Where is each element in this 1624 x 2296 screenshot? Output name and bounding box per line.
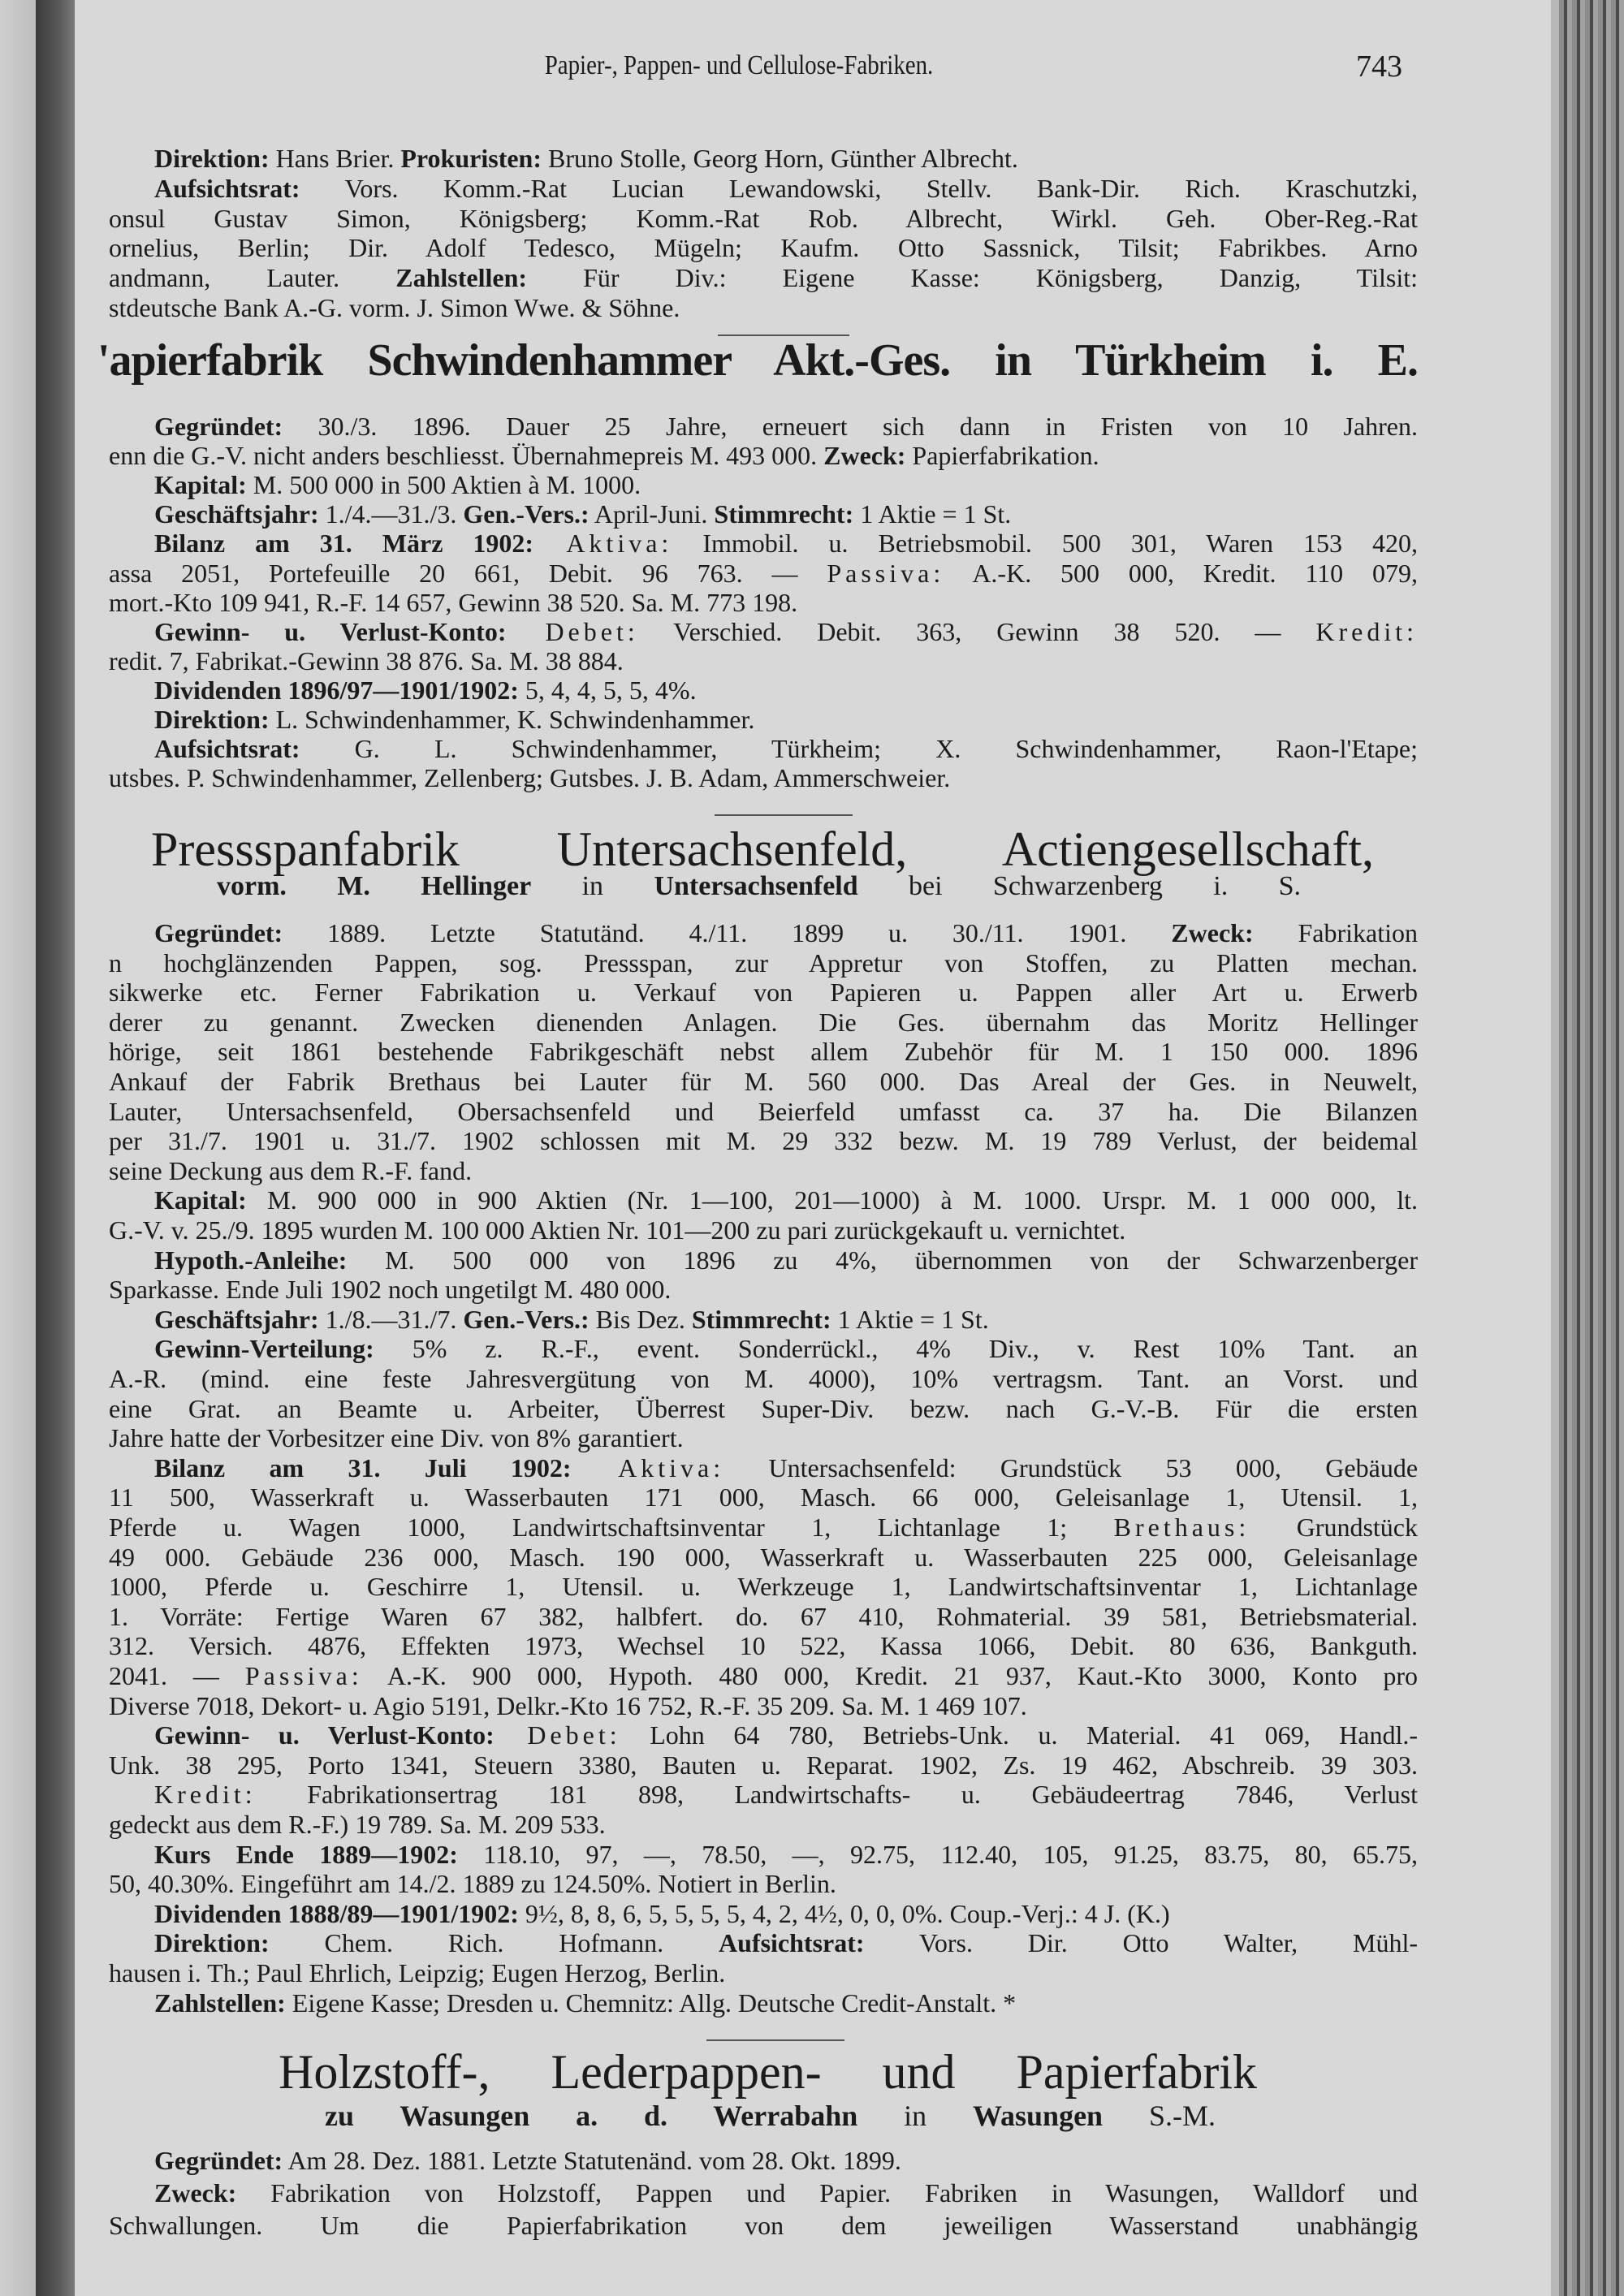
book-edge [1559,0,1624,2296]
field-label: Gen.-Vers.: [463,1304,590,1334]
field-label: Zweck: [154,2178,237,2208]
text-run: Papierfabrikation. [905,441,1099,471]
field-label: Gewinn- u. Verlust-Konto: [154,1720,495,1750]
text-line [109,233,1418,262]
text-run: 5, 4, 4, 5, 5, 4%. [518,675,697,705]
text-line [154,705,1418,734]
field-label: Direktion: [154,705,270,734]
text-run: Bruno Stolle, Georg Horn, Günther Albrecht. [542,144,1018,173]
text-line [154,2178,1418,2208]
text-line [109,1215,1418,1245]
text-line [109,1572,1418,1601]
page-gutter-shadow [36,0,75,2296]
text-line [154,1780,1418,1809]
text-line [154,499,1418,529]
text-line [109,204,1418,233]
field-label: Zahlstellen: [395,263,528,293]
text-run: 1000, Pferde u. Geschirre 1, Utensil. u. Werkzeuge 1, Landwirtschaftsinventar 1, Lichtanlage [109,1572,1418,1602]
text-run: in [531,871,654,901]
text-run: 1./8.—31./7. [318,1304,464,1334]
text-run: 1./4.—31./3. [318,499,464,529]
text-line [109,1661,1418,1690]
text-line [154,1899,1418,1928]
field-label: Debet: [494,1720,621,1750]
text-run: 49 000. Gebäude 236 000, Masch. 190 000, Wasserkraft u. Wasserbauten 225 000, Geleisanlage [109,1542,1418,1572]
field-label: Aufsichtsrat: [154,173,300,203]
text-run: ornelius, Berlin; Dir. Adolf Tedesco, Mügeln; Kaufm. Otto Sassnick, Tilsit; Fabrikbes. Arno [109,233,1418,263]
text-line [109,978,1418,1007]
text-line [154,1334,1418,1363]
company-title: 'apierfabrik Schwindenhammer Akt.-Ges. in Türkheim i. E. [97,335,1418,386]
text-run: Lohn 64 780, Betriebs-Unk. u. Material. 41 069, Handl.- [620,1720,1419,1750]
text-run: Fabrikation [1253,918,1419,947]
text-run: 50, 40.30%. Eingeführt am 14./2. 1889 zu 124.50%. Notiert in Berlin. [109,1869,836,1899]
text-line [154,617,1418,646]
text-line [109,1750,1418,1780]
page-number: 743 [1356,50,1402,84]
text-run: in [857,2100,973,2132]
text-run: Verschied. Debit. 363, Gewinn 38 520. — [638,616,1316,646]
field-label: Stimmrecht: [714,499,854,529]
text-run: April-Juni. [589,499,715,529]
text-run: Diverse 7018, Dekort- u. Agio 5191, Delkr.-Kto 16 752, R.-F. 35 209. Sa. M. 1 469 107. [109,1690,1027,1720]
field-label: Kredit: [1315,616,1419,646]
text-run: 5% z. R.-F., event. Sonderrückl., 4% Div., v. Rest 10% Tant. an [374,1334,1418,1364]
text-line [109,646,1418,675]
field-label: Passiva: [827,558,945,588]
text-line [109,1067,1418,1096]
field-label: Bilanz am 31. März 1902: [154,529,534,559]
text-line [154,918,1418,947]
text-run: Untersachsenfeld: Grundstück 53 000, Gebäude [724,1452,1419,1482]
text-line [154,1928,1418,1957]
text-line [154,1185,1418,1215]
text-line [109,1691,1418,1720]
text-run: S.-M. [1103,2100,1216,2132]
text-line [154,529,1418,558]
text-line [154,144,1418,173]
text-run: M. 500 000 von 1896 zu 4%, übernommen von der Schwarzenberger [347,1245,1418,1275]
text-run: Am 28. Dez. 1881. Letzte Statutenänd. vom 28. Okt. 1899. [283,2146,901,2175]
text-run: M. 500 000 in 500 Aktien à M. 1000. [246,470,641,500]
text-run: 1889. Letzte Statutänd. 4./11. 1899 u. 30./11. 1901. [283,918,1172,947]
company-title: Holzstoff-, Lederpappen- und Papierfabrik [279,2045,1257,2099]
text-line [109,1364,1418,1393]
field-label: Aufsichtsrat: [154,734,300,764]
text-line [154,1245,1418,1275]
text-run: Lauter, Untersachsenfeld, Obersachsenfeld und Beierfeld umfasst ca. 37 ha. Die Bilanzen [109,1096,1418,1126]
text-run: gedeckt aus dem R.-F.) 19 789. Sa. M. 209 533. [109,1810,606,1839]
text-run: 1. Vorräte: Fertige Waren 67 382, halbfert. do. 67 410, Rohmaterial. 39 581, Betriebsmaterial. [109,1601,1418,1631]
text-line [109,1156,1418,1185]
text-run: stdeutsche Bank A.-G. vorm. J. Simon Wwe. & Söhne. [109,293,680,322]
text-line [154,1840,1418,1869]
field-label: Untersachsenfeld [654,871,858,901]
field-label: Brethaus: [1113,1513,1250,1542]
running-title: Papier-, Pappen- und Cellulose-Fabriken. [544,50,934,80]
text-line [109,763,1418,792]
text-run: G. L. Schwindenhammer, Türkheim; X. Schwindenhammer, Raon-l'Etape; [300,734,1418,764]
text-run: Chem. Rich. Hofmann. [269,1928,719,1958]
text-line [109,1869,1418,1898]
text-line [109,1513,1418,1542]
text-line [154,412,1418,441]
text-line [109,1126,1418,1155]
text-run: mort.-Kto 109 941, R.-F. 14 657, Gewinn 38 520. Sa. M. 773 198. [109,587,798,617]
field-label: Kredit: [154,1780,257,1810]
text-line [109,1482,1418,1512]
text-line [109,1097,1418,1126]
text-run: hausen i. Th.; Paul Ehrlich, Leipzig; Eugen Herzog, Berlin. [109,1958,726,1987]
text-line [109,1810,1418,1839]
text-line [154,2146,1418,2175]
field-label: Aktiva: [533,529,673,559]
text-run: Ankauf der Fabrik Brethaus bei Lauter für M. 560 000. Das Areal der Ges. in Neuwelt, [109,1067,1418,1096]
field-label: Gegründet: [154,2146,283,2175]
text-run: 30./3. 1896. Dauer 25 Jahre, erneuert sich dann in Fristen von 10 Jahren. [283,412,1418,441]
text-line [154,174,1418,203]
scan-margin [0,0,36,2296]
text-run: hörige, seit 1861 bestehende Fabrikgeschäft nebst allem Zubehör für M. 1 150 000. 1896 [109,1037,1418,1067]
field-label: Kapital: [154,1185,247,1215]
text-run: Für Div.: Eigene Kasse: Königsberg, Danzig, Tilsit: [527,263,1419,293]
text-run: G.-V. v. 25./9. 1895 wurden M. 100 000 Aktien Nr. 101—200 zu pari zurückgekauft u. vernichtet. [109,1215,1126,1245]
text-line [109,1958,1418,1987]
company-subtitle [217,871,1301,902]
text-line [154,470,1418,499]
text-line [109,2211,1418,2240]
text-line [109,1037,1418,1066]
text-run: Sparkasse. Ende Juli 1902 noch ungetilgt M. 480 000. [109,1275,672,1305]
text-run: Jahre hatte der Vorbesitzer eine Div. von 8% garantiert. [109,1423,684,1453]
text-run: Pferde u. Wagen 1000, Landwirtschaftsinventar 1, Lichtanlage 1; [109,1513,1114,1542]
text-run: n hochglänzenden Pappen, sog. Pressspan, zur Appretur von Stoffen, zu Platten mechan. [109,947,1418,978]
text-line [154,1305,1418,1334]
text-line [109,263,1418,292]
field-label: Kapital: [154,470,247,500]
field-label: Gegründet: [154,918,283,947]
text-run: Eigene Kasse; Dresden u. Chemnitz: Allg. Deutsche Credit-Anstalt. * [285,1987,1017,2018]
field-label: Zweck: [823,441,906,471]
field-label: Hypoth.-Anleihe: [154,1245,348,1275]
text-run: utsbes. P. Schwindenhammer, Zellenberg; Gutsbes. J. B. Adam, Ammerschweier. [109,763,951,793]
text-run: Immobil. u. Betriebsmobil. 500 301, Waren 153 420, [672,529,1419,559]
field-label: Gewinn-Verteilung: [154,1334,374,1364]
text-run: Bis Dez. [589,1304,692,1334]
field-label: Passiva: [244,1661,363,1690]
text-run: derer zu genannt. Zwecken dienenden Anlagen. Die Ges. übernahm das Moritz Hellinger [109,1007,1418,1037]
text-run: bei Schwarzenberg i. S. [857,871,1301,901]
text-line [109,293,1418,322]
text-line [109,1543,1418,1572]
field-label: Zweck: [1171,918,1254,947]
text-run: eine Grat. an Beamte u. Arbeiter, Überrest Super-Div. bezw. nach G.-V.-B. Für die ersten [109,1393,1418,1423]
field-label: zu Wasungen a. d. Werrabahn [325,2100,858,2132]
text-run: 9½, 8, 8, 6, 5, 5, 5, 5, 4, 2, 4½, 0, 0, 0%. Coup.-Verj.: 4 J. (K.) [518,1898,1170,1928]
field-label: Dividenden 1896/97—1901/1902: [154,675,519,705]
field-label: Geschäftsjahr: [154,1304,319,1334]
field-label: Dividenden 1888/89—1901/1902: [154,1898,519,1928]
field-label: vorm. M. Hellinger [217,871,532,901]
field-label: Gegründet: [154,412,283,441]
text-run: 1 Aktie = 1 St. [831,1304,989,1334]
text-line [154,1988,1418,2018]
field-label: Aufsichtsrat: [719,1928,865,1958]
text-line [109,1631,1418,1660]
company-subtitle [325,2099,1216,2133]
text-line [109,1008,1418,1037]
field-label: Direktion: [154,144,270,173]
text-run: Grundstück [1250,1513,1419,1542]
section-divider [706,2039,844,2041]
text-run: Hans Brier. [269,144,401,173]
text-run: Vors. Dir. Otto Walter, Mühl- [864,1928,1419,1958]
text-run: 2041. — [109,1661,245,1690]
text-line [109,559,1418,588]
field-label: Direktion: [154,1928,270,1958]
text-run: sikwerke etc. Ferner Fabrikation u. Verkauf von Papieren u. Pappen aller Art u. Erwerb [109,978,1418,1008]
field-label: Zahlstellen: [154,1987,286,2018]
text-line [154,675,1418,705]
text-line [109,1275,1418,1304]
field-label: Stimmrecht: [691,1304,831,1334]
text-run: A.-K. 900 000, Hypoth. 480 000, Kredit. 21 937, Kaut.-Kto 3000, Konto pro [362,1661,1419,1690]
text-run: 312. Versich. 4876, Effekten 1973, Wechsel 10 522, Kassa 1066, Debit. 80 636, Bankguth. [109,1631,1418,1661]
text-line [154,1453,1418,1482]
text-line [154,734,1418,763]
text-line [109,1602,1418,1631]
text-run: Fabrikationsertrag 181 898, Landwirtschafts- u. Gebäudeertrag 7846, Verlust [256,1780,1418,1810]
company-title: Pressspanfabrik Untersachsenfeld, Actiengesellschaft, [151,822,1374,876]
text-run: L. Schwindenhammer, K. Schwindenhammer. [269,705,755,734]
text-run: per 31./7. 1901 u. 31./7. 1902 schlossen mit M. 29 332 bezw. M. 19 789 Verlust, der beidemal [109,1126,1418,1156]
text-run: assa 2051, Portefeuille 20 661, Debit. 96 763. — [109,558,827,588]
field-label: Wasungen [973,2100,1104,2132]
section-divider [715,814,853,816]
field-label: Bilanz am 31. Juli 1902: [154,1452,572,1482]
text-run: 11 500, Wasserkraft u. Wasserbauten 171 000, Masch. 66 000, Geleisanlage 1, Utensil. 1, [109,1482,1418,1513]
text-line [109,1394,1418,1423]
page-edge [1551,0,1559,2296]
text-line [154,1720,1418,1750]
field-label: Debet: [506,616,639,646]
field-label: Aktiva: [571,1452,725,1482]
text-run: M. 900 000 in 900 Aktien (Nr. 1—100, 201—1000) à M. 1000. Urspr. M. 1 000 000, lt. [246,1185,1418,1215]
text-run: enn die G.-V. nicht anders beschliesst. Übernahmepreis M. 493 000. [109,441,824,471]
text-run: 118.10, 97, —, 78.50, —, 92.75, 112.40, 105, 91.25, 83.75, 80, 65.75, [457,1839,1419,1869]
text-run: 1 Aktie = 1 St. [853,499,1012,529]
text-line [109,1423,1418,1452]
text-run: A.-R. (mind. eine feste Jahresvergütung von M. 4000), 10% vertragsm. Tant. an Vorst. und [109,1364,1418,1393]
text-line [109,588,1418,617]
text-run: onsul Gustav Simon, Königsberg; Komm.-Rat Rob. Albrecht, Wirkl. Geh. Ober-Reg.-Rat [109,203,1418,233]
text-run: Schwallungen. Um die Papierfabrikation von dem jeweiligen Wasserstand unabhängig [109,2211,1418,2240]
text-line [109,948,1418,978]
text-run: seine Deckung aus dem R.-F. fand. [109,1155,473,1185]
text-run: redit. 7, Fabrikat.-Gewinn 38 876. Sa. M. 38 884. [109,645,624,675]
field-label: Gen.-Vers.: [463,499,590,529]
text-run: A.-K. 500 000, Kredit. 110 079, [944,558,1419,588]
text-run: andmann, Lauter. [109,263,396,293]
field-label: Gewinn- u. Verlust-Konto: [154,616,507,646]
field-label: Geschäftsjahr: [154,499,319,529]
text-run: Unk. 38 295, Porto 1341, Steuern 3380, Bauten u. Reparat. 1902, Zs. 19 462, Abschreib. 39 303. [109,1750,1418,1780]
text-line [109,441,1418,470]
text-run: Fabrikation von Holzstoff, Pappen und Papier. Fabriken in Wasungen, Walldorf und [236,2178,1418,2208]
text-run: Vors. Komm.-Rat Lucian Lewandowski, Stellv. Bank-Dir. Rich. Kraschutzki, [300,173,1418,203]
field-label: Prokuristen: [400,144,542,173]
field-label: Kurs Ende 1889—1902: [154,1839,458,1869]
